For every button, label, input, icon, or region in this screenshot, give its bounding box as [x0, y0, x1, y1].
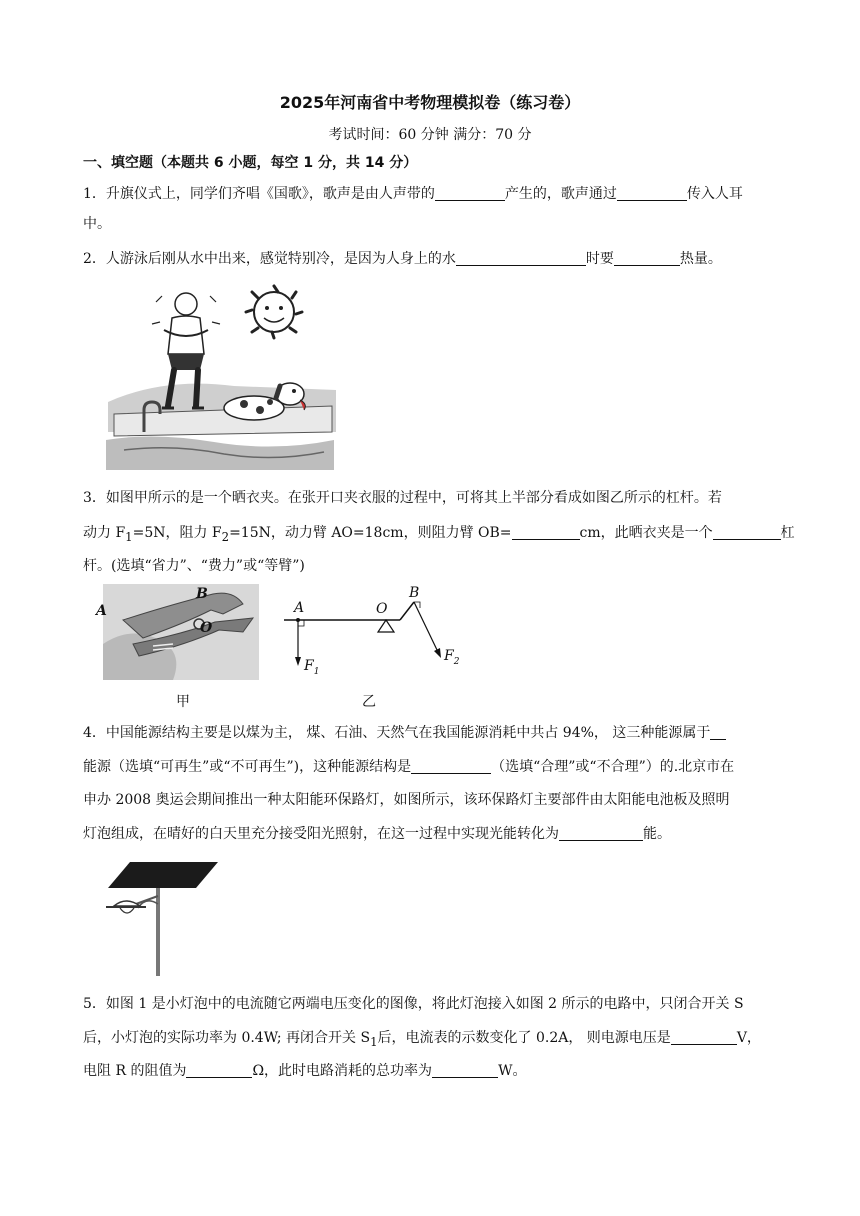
answer-blank[interactable] [411, 759, 491, 774]
figure-caption-yi: 乙 [362, 694, 376, 710]
answer-blank[interactable] [456, 251, 586, 266]
section-heading-fill-in: 一、填空题（本题共 6 小题，每空 1 分，共 14 分） [83, 155, 418, 171]
lever-label-f1: $F_1$ [304, 658, 320, 677]
question-5-line-3: 电阻 R 的阻值为 Ω，此时电路消耗的总功率为 W。 [83, 1063, 527, 1079]
lever-label-o: O [376, 601, 388, 617]
figure-caption-jia: 甲 [176, 694, 190, 710]
exam-info: 考试时间：60 分钟 满分：70 分 [328, 127, 532, 143]
photo-label-b: B [196, 586, 208, 602]
answer-blank[interactable] [186, 1063, 252, 1078]
solar-street-lamp [100, 856, 220, 978]
question-2: 2．人游泳后刚从水中出来，感觉特别冷，是因为人身上的水 时要 热量。 [83, 251, 722, 267]
answer-blank[interactable] [671, 1030, 737, 1045]
answer-blank[interactable] [559, 826, 643, 841]
answer-blank[interactable] [617, 186, 687, 201]
question-3-line-3: 杆。(选填“省力”、“费力”或“等臂”) [83, 558, 305, 574]
swimmer-illustration [104, 282, 336, 470]
question-1-line-1: 1．升旗仪式上，同学们齐唱《国歌》，歌声是由人声带的 产生的，歌声通过 传入人耳 [83, 186, 743, 202]
answer-blank[interactable] [710, 725, 726, 740]
photo-label-a: A [96, 603, 107, 619]
answer-blank[interactable] [512, 525, 580, 540]
question-4-line-1: 4．中国能源结构主要是以煤为主， 煤、石油、天然气在我国能源消耗中共占 94%， 这三种能源属于 [83, 722, 783, 742]
question-4-line-3: 申办 2008 奥运会期间推出一种太阳能环保路灯，如图所示，该环保路灯主要部件由太阳能电池板及照明 [83, 792, 730, 808]
question-1-line-2: 中。 [83, 216, 111, 232]
question-3-line-2: 动力 $F_1=5N$，阻力 $F_2=15N$，动力臂 AO=18cm，则阻力臂 OB= cm，此晒衣夹是一个 杠 [83, 525, 795, 544]
question-4-line-4: 灯泡组成，在晴好的白天里充分接受阳光照射，在这一过程中实现光能转化为 能。 [83, 826, 671, 842]
page-title: 2025年河南省中考物理模拟卷（练习卷） [279, 93, 581, 112]
question-3-line-1: 3．如图甲所示的是一个晒衣夹。在张开口夹衣服的过程中，可将其上半部分看成如图乙所示的杠杆。若 [83, 490, 722, 506]
question-4-line-2: 能源（选填“可再生”或“不可再生”)，这种能源结构是 （选填“合理”或“不合理”）的.北京市在 [83, 759, 735, 775]
clothespin-photo [103, 584, 259, 680]
answer-blank[interactable] [432, 1063, 498, 1078]
photo-label-o: O [200, 620, 213, 636]
lever-label-b: B [409, 585, 420, 601]
lever-label-f2: $F_2$ [444, 648, 460, 667]
answer-blank[interactable] [614, 251, 680, 266]
answer-blank[interactable] [435, 186, 505, 201]
question-5-line-2: 后，小灯泡的实际功率为 0.4W; 再闭合开关 $S_1$后，电流表的示数变化了 0.2A， 则电源电压是 V， [83, 1030, 761, 1049]
answer-blank[interactable] [713, 525, 781, 540]
lever-label-a: A [294, 600, 305, 616]
question-5-line-1: 5．如图 1 是小灯泡中的电流随它两端电压变化的图像，将此灯泡接入如图 2 所示的电路中，只闭合开关 S [83, 996, 744, 1012]
